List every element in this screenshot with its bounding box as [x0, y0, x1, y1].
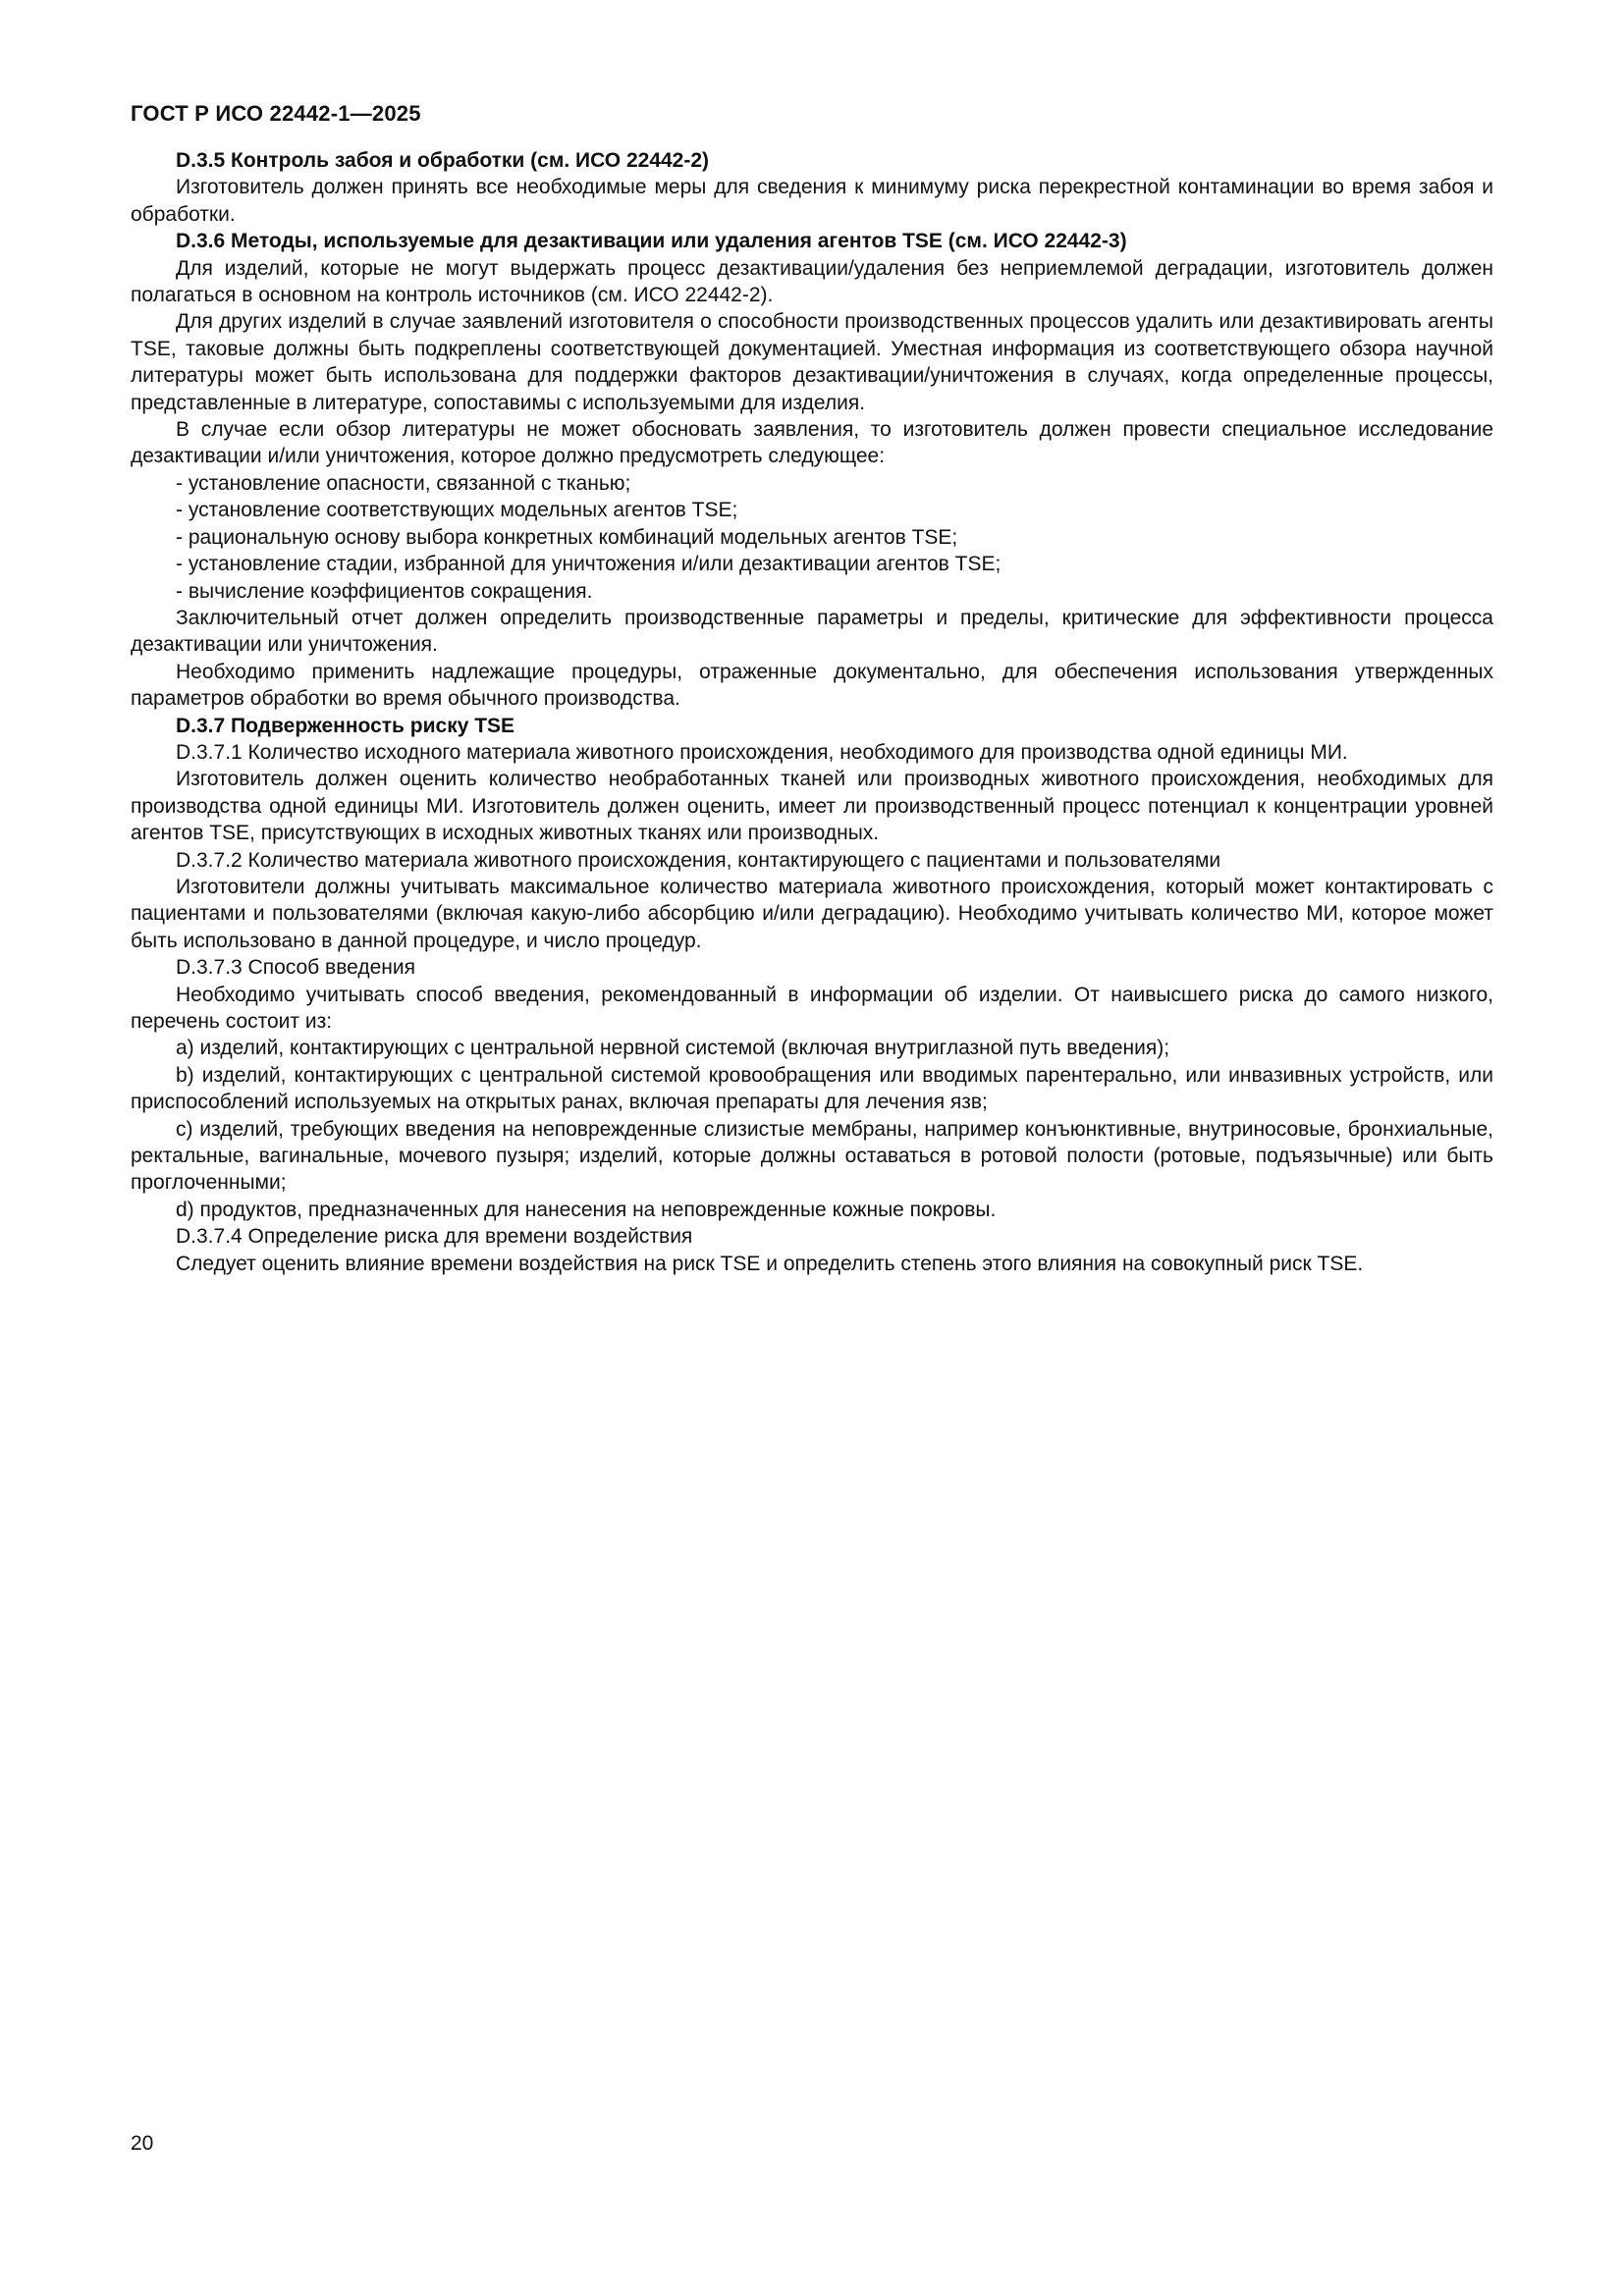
page-number: 20: [131, 2132, 154, 2155]
document-header: ГОСТ Р ИСО 22442-1—2025: [131, 101, 421, 126]
section-heading: D.3.5 Контроль забоя и обработки (см. ИСО 22442-2): [176, 149, 710, 172]
paragraph: b) изделий, контактирующих с центральной системой кровообращения или вводимых парентерально, или инвазивных устройств, или приспособлений используемых на открытых ранах, включая препараты для лечения язв;: [131, 1063, 1493, 1114]
paragraph: D.3.7.3 Способ введения: [176, 956, 415, 980]
paragraph: Для изделий, которые не могут выдержать процесс дезактивации/удаления без неприемлемой деградации, изготовитель должен полагаться в основном на контроль источников (см. ИСО 22442-2).: [131, 256, 1493, 307]
section-heading: D.3.6 Методы, используемые для дезактивации или удаления агентов TSE (см. ИСО 22442-3): [176, 230, 1127, 253]
paragraph: D.3.7.1 Количество исходного материала животного происхождения, необходимого для производства одной единицы МИ.: [176, 740, 1348, 764]
list-item: - установление соответствующих модельных агентов TSE;: [176, 499, 738, 522]
paragraph: D.3.7.2 Количество материала животного происхождения, контактирующего с пациентами и пользователями: [176, 848, 1221, 872]
paragraph: Изготовители должны учитывать максимальное количество материала животного происхождения, который может контактировать с пациентами и пользователями (включая какую-либо абсорбцию и/или деградацию). Необходимо учитывать количество МИ, которое может быть использовано в данной процедуре, и число процедур.: [131, 875, 1493, 952]
paragraph: В случае если обзор литературы не может обосновать заявления, то изготовитель должен провести специальное исследование дезактивации и/или уничтожения, которое должно предусмотреть следующее:: [131, 418, 1493, 468]
paragraph: Изготовитель должен оценить количество необработанных тканей или производных животного происхождения, необходимых для производства одной единицы МИ. Изготовитель должен оценить, имеет ли производственный процесс потенциал к концентрации уровней агентов TSE, присутствующих в исходных животных тканях или производных.: [131, 768, 1493, 845]
list-item: - установление стадии, избранной для уничтожения и/или дезактивации агентов TSE;: [176, 553, 1001, 576]
paragraph: d) продуктов, предназначенных для нанесения на неповрежденные кожные покровы.: [176, 1198, 997, 1221]
list-item: - рациональную основу выбора конкретных комбинаций модельных агентов TSE;: [176, 525, 958, 549]
paragraph: c) изделий, требующих введения на неповрежденные слизистые мембраны, например конъюнктивные, внутриносовые, бронхиальные, ректальные, вагинальные, мочевого пузыря; изделий, которые должны оставаться в ротовой полости (ротовые, подъязычные) или быть проглоченными;: [131, 1117, 1493, 1195]
section-heading: D.3.7 Подверженность риску TSE: [176, 714, 515, 737]
list-item: - вычисление коэффициентов сокращения.: [176, 579, 593, 603]
document-body: [131, 147, 1493, 1277]
paragraph: Необходимо применить надлежащие процедуры, отраженные документально, для обеспечения использования утвержденных параметров обработки во время обычного производства.: [131, 660, 1493, 711]
paragraph: Изготовитель должен принять все необходимые меры для сведения к минимуму риска перекрестной контаминации во время забоя и обработки.: [131, 176, 1493, 226]
paragraph: Необходимо учитывать способ введения, рекомендованный в информации об изделии. От наивысшего риска до самого низкого, перечень состоит из:: [131, 983, 1493, 1033]
paragraph: Для других изделий в случае заявлений изготовителя о способности производственных процессов удалить или дезактивировать агенты TSE, таковые должны быть подкреплены соответствующей документацией. Уместная информация из соответствующего обзора научной литературы может быть использована для поддержки факторов дезактивации/уничтожения в случаях, когда определенные процессы, представленные в литературе, сопоставимы с используемыми для изделия.: [131, 310, 1493, 414]
paragraph: Следует оценить влияние времени воздействия на риск TSE и определить степень этого влияния на совокупный риск TSE.: [176, 1252, 1364, 1275]
paragraph: D.3.7.4 Определение риска для времени воздействия: [176, 1225, 693, 1249]
paragraph: a) изделий, контактирующих с центральной нервной системой (включая внутриглазной путь введения);: [176, 1037, 1170, 1060]
paragraph: Заключительный отчет должен определить производственные параметры и пределы, критические для эффективности процесса дезактивации или уничтожения.: [131, 606, 1493, 657]
list-item: - установление опасности, связанной с тканью;: [176, 471, 631, 495]
